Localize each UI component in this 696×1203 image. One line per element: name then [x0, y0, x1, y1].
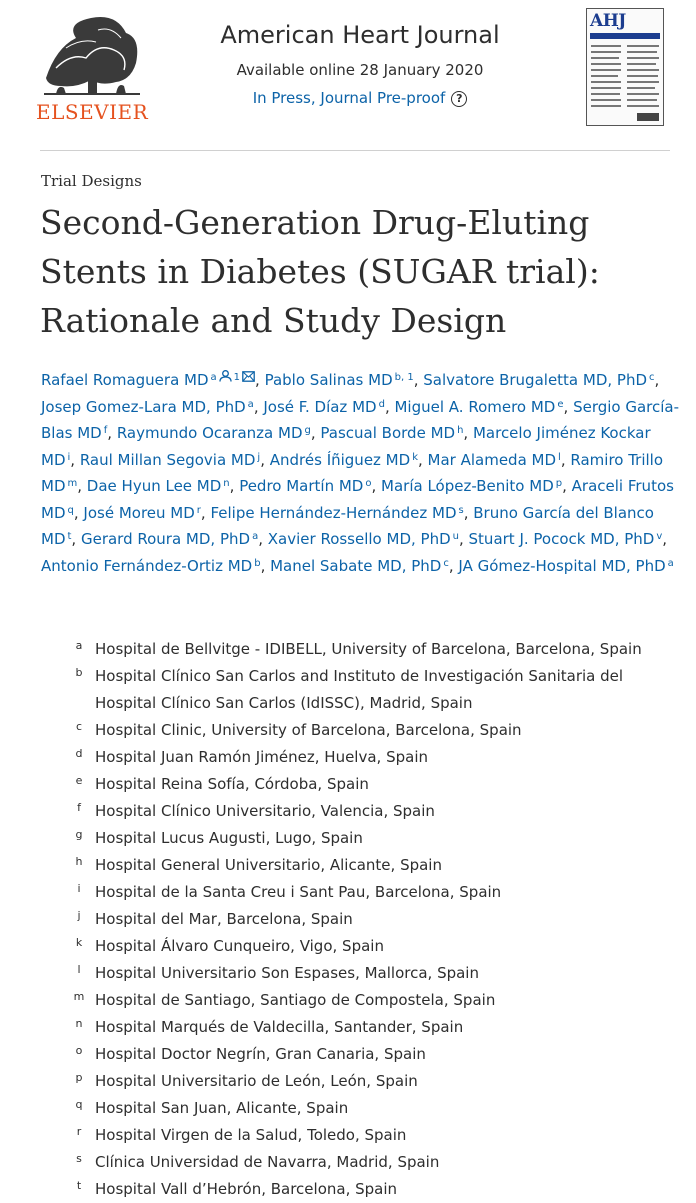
author-separator: ,	[448, 556, 459, 575]
affiliation-item	[40, 744, 680, 771]
author-name[interactable]: José Moreu MD	[83, 503, 195, 522]
affiliation-letter: j	[77, 909, 81, 922]
author-affiliation-ref[interactable]: b, 1	[394, 372, 414, 383]
affiliation-item	[40, 717, 680, 744]
author[interactable]	[81, 530, 258, 548]
author-affiliation-ref[interactable]: u	[452, 531, 459, 542]
affiliation-text: Hospital Universitario Son Espases, Mallorca, Spain	[95, 964, 479, 982]
author[interactable]	[83, 504, 201, 522]
author-affiliation-ref[interactable]: k	[412, 451, 418, 463]
author-separator: ,	[77, 477, 87, 495]
author[interactable]	[41, 557, 261, 575]
author-name[interactable]: Stuart J. Pocock MD, PhD	[468, 530, 655, 548]
author[interactable]	[423, 371, 654, 389]
affiliation-item	[40, 798, 680, 825]
author[interactable]	[469, 530, 663, 548]
author-affiliation-ref[interactable]: a	[210, 372, 217, 383]
affiliation-text: Hospital Clínico Universitario, Valencia, Spain	[95, 802, 435, 820]
author-name[interactable]: Raul Millan Segovia MD	[79, 450, 256, 469]
author-separator: ,	[229, 477, 240, 495]
author-affiliation-ref[interactable]: f	[103, 425, 108, 436]
author-name[interactable]: Manel Sabate MD, PhD	[270, 556, 442, 575]
author[interactable]	[80, 451, 260, 469]
status-link-label[interactable]: In Press, Journal Pre-proof	[252, 89, 446, 107]
affiliation-text: Hospital del Mar, Barcelona, Spain	[95, 910, 353, 928]
author-separator: ,	[260, 450, 270, 469]
author-separator: ,	[73, 503, 84, 522]
affiliation-text: Hospital Marqués de Valdecilla, Santander, Spain	[95, 1018, 464, 1036]
affiliation-item	[40, 933, 680, 960]
affiliation-text: Hospital Álvaro Cunqueiro, Vigo, Spain	[95, 937, 384, 955]
affiliation-text: Hospital Vall d’Hebrón, Barcelona, Spain	[95, 1180, 398, 1198]
author-affiliation-ref[interactable]: r	[196, 504, 201, 516]
affiliation-letter: q	[75, 1098, 83, 1111]
journal-cover-thumbnail[interactable]	[586, 8, 664, 126]
affiliation-list	[40, 636, 680, 1203]
affiliation-letter: n	[75, 1017, 83, 1030]
author[interactable]	[268, 530, 459, 548]
affiliation-item	[40, 1068, 680, 1095]
author-separator: ,	[413, 371, 424, 389]
author-affiliation-ref[interactable]: a	[667, 557, 674, 569]
affiliation-text: Clínica Universidad de Navarra, Madrid, Spain	[95, 1153, 440, 1171]
affiliation-letter: h	[75, 855, 83, 868]
author-separator: ,	[654, 371, 660, 389]
author-affiliation-ref[interactable]: p	[555, 478, 563, 489]
journal-info	[160, 18, 560, 108]
affiliation-item	[40, 852, 680, 879]
author[interactable]	[87, 477, 230, 495]
author-affiliation-ref[interactable]: i	[67, 451, 71, 463]
author-name[interactable]: Dae Hyun Lee MD	[86, 477, 222, 495]
affiliation-text: Hospital de Santiago, Santiago de Compostela, Spain	[95, 991, 496, 1009]
affiliation-letter: i	[77, 882, 81, 895]
author-separator: ,	[417, 450, 428, 469]
author[interactable]	[381, 477, 562, 495]
affiliation-text: Hospital de la Santa Creu i Sant Pau, Barcelona, Spain	[95, 883, 502, 901]
publisher-name[interactable]: ELSEVIER	[36, 100, 149, 124]
availability-date: Available online 28 January 2020	[236, 61, 484, 79]
author-name[interactable]: Pascual Borde MD	[320, 424, 456, 442]
author-affiliation-ref[interactable]: n	[223, 478, 230, 489]
affiliation-letter: r	[76, 1125, 82, 1138]
author-affiliation-ref[interactable]: b	[254, 557, 261, 569]
person-icon[interactable]	[219, 364, 232, 391]
author-list	[41, 364, 681, 579]
affiliation-item	[40, 1149, 680, 1176]
author-name[interactable]: Rafael Romaguera MD	[41, 371, 209, 389]
affiliation-letter: s	[76, 1152, 82, 1165]
author[interactable]	[239, 477, 371, 495]
author-separator: ,	[662, 530, 668, 548]
affiliation-item	[40, 1014, 680, 1041]
author-separator: ,	[200, 503, 211, 522]
help-icon[interactable]: ?	[451, 91, 467, 107]
affiliation-text: Hospital Reina Sofía, Córdoba, Spain	[95, 775, 369, 793]
journal-header	[0, 0, 696, 150]
affiliation-item	[40, 636, 680, 663]
affiliation-text: Hospital Clínico San Carlos and Instituto de Investigación Sanitaria del Hospital Clínico San Carlos (IdISSC), Madrid, Spain	[95, 667, 624, 712]
author-affiliation-ref[interactable]: g	[304, 425, 311, 436]
author-name[interactable]: Marcelo Jiménez Kockar MD	[41, 424, 651, 469]
affiliation-item	[40, 1095, 680, 1122]
author-separator: ,	[371, 477, 382, 495]
author-name[interactable]: Sergio García-Blas MD	[41, 397, 680, 442]
author[interactable]	[265, 371, 414, 389]
author[interactable]	[210, 504, 463, 522]
author-affiliation-ref[interactable]: a	[247, 398, 254, 410]
author-name[interactable]: Josep Gomez-Lara MD, PhD	[41, 397, 246, 416]
affiliation-item	[40, 825, 680, 852]
author-affiliation-ref[interactable]: h	[457, 425, 464, 436]
affiliation-letter: c	[75, 720, 83, 733]
author-name[interactable]: Antonio Fernández-Ortiz MD	[41, 556, 253, 575]
affiliation-item	[40, 879, 680, 906]
affiliation-text: Hospital Virgen de la Salud, Toledo, Spain	[95, 1126, 407, 1144]
author-name[interactable]: JA Gómez-Hospital MD, PhD	[458, 556, 666, 575]
cover-text-lines	[587, 9, 663, 125]
author[interactable]	[270, 451, 418, 469]
article-title: Second-Generation Drug-Eluting Stents in Diabetes (SUGAR trial): Rationale and Study Design	[40, 203, 600, 340]
author-separator: ,	[560, 450, 571, 469]
affiliation-letter: o	[75, 1044, 83, 1057]
author[interactable]	[117, 424, 311, 442]
affiliation-letter: e	[75, 774, 83, 787]
author-separator: ,	[253, 397, 264, 416]
author-affiliation-ref[interactable]: s	[458, 504, 464, 516]
cover-title: AHJ	[590, 11, 626, 31]
mail-icon[interactable]	[242, 364, 255, 391]
author-footnote-ref[interactable]: 1	[233, 372, 241, 383]
author[interactable]	[41, 371, 255, 389]
author-name[interactable]: Gerard Roura MD, PhD	[80, 530, 251, 548]
author[interactable]	[263, 398, 385, 416]
affiliation-text: Hospital Lucus Augusti, Lugo, Spain	[95, 829, 363, 847]
affiliation-text: Hospital Doctor Negrín, Gran Canaria, Spain	[95, 1045, 426, 1063]
author[interactable]	[428, 451, 561, 469]
affiliation-text: Hospital Clinic, University of Barcelona, Barcelona, Spain	[95, 721, 522, 739]
author-name[interactable]: Bruno García del Blanco MD	[41, 503, 654, 548]
author[interactable]	[320, 424, 463, 442]
author-affiliation-ref[interactable]: c	[443, 557, 449, 569]
author[interactable]	[458, 557, 673, 575]
author-separator: ,	[258, 530, 268, 548]
affiliation-text: Hospital Universitario de León, León, Spain	[95, 1072, 418, 1090]
author-affiliation-ref[interactable]: l	[558, 451, 561, 463]
status-link[interactable]	[160, 88, 560, 108]
author-affiliation-ref[interactable]: v	[656, 531, 663, 542]
author-separator: ,	[562, 477, 572, 495]
affiliation-item	[40, 1041, 680, 1068]
author-separator: ,	[255, 371, 265, 389]
author-separator: ,	[463, 424, 473, 442]
author-affiliation-ref[interactable]: t	[67, 531, 72, 542]
author-affiliation-ref[interactable]: a	[252, 531, 259, 542]
author-name[interactable]: Salvatore Brugaletta MD, PhD	[423, 371, 648, 389]
affiliation-letter: m	[73, 990, 85, 1003]
author-name[interactable]: Araceli Frutos MD	[41, 477, 674, 522]
journal-title[interactable]: American Heart Journal	[220, 21, 500, 49]
author-separator: ,	[563, 397, 574, 416]
author-separator: ,	[107, 424, 117, 442]
affiliation-letter: p	[75, 1071, 83, 1084]
affiliation-letter: b	[75, 666, 83, 679]
affiliation-text: Hospital General Universitario, Alicante, Spain	[95, 856, 442, 874]
article-type: Trial Designs	[41, 172, 142, 190]
author-name[interactable]: Xavier Rossello MD, PhD	[267, 530, 451, 548]
affiliation-text: Hospital de Bellvitge - IDIBELL, University of Barcelona, Barcelona, Spain	[95, 640, 642, 658]
author-affiliation-ref[interactable]: o	[365, 478, 372, 489]
author-name[interactable]: Mar Alameda MD	[427, 450, 557, 469]
author-name[interactable]: Raymundo Ocaranza MD	[116, 424, 303, 442]
affiliation-letter: t	[76, 1179, 82, 1192]
affiliation-text: Hospital San Juan, Alicante, Spain	[95, 1099, 349, 1117]
affiliation-item	[40, 1176, 680, 1203]
author-affiliation-ref[interactable]: j	[257, 451, 261, 463]
affiliation-text: Hospital Juan Ramón Jiménez, Huelva, Spain	[95, 748, 428, 766]
author-separator: ,	[260, 556, 271, 575]
affiliation-item	[40, 663, 680, 717]
author-separator: ,	[70, 450, 80, 469]
author[interactable]	[394, 398, 563, 416]
author-affiliation-ref[interactable]: m	[67, 478, 78, 489]
author-affiliation-ref[interactable]: q	[67, 504, 74, 516]
affiliation-letter: a	[75, 639, 83, 652]
affiliation-item	[40, 771, 680, 798]
author-name[interactable]: Andrés Íñiguez MD	[269, 450, 411, 469]
author-affiliation-ref[interactable]: d	[378, 398, 385, 410]
affiliation-letter: d	[75, 747, 83, 760]
author-name[interactable]: María López-Benito MD	[381, 477, 554, 495]
author-affiliation-ref[interactable]: e	[557, 398, 564, 410]
author-affiliation-ref[interactable]: c	[649, 372, 655, 383]
affiliation-item	[40, 960, 680, 987]
affiliation-letter: l	[77, 963, 81, 976]
affiliation-letter: f	[77, 801, 81, 814]
affiliation-item	[40, 1122, 680, 1149]
author[interactable]	[270, 557, 449, 575]
affiliation-letter: k	[75, 936, 83, 949]
author-name[interactable]: Felipe Hernández-Hernández MD	[210, 503, 457, 522]
affiliation-item	[40, 987, 680, 1014]
author-separator: ,	[458, 530, 469, 548]
author-separator: ,	[71, 530, 81, 548]
header-divider	[40, 150, 670, 151]
affiliation-letter: g	[75, 828, 83, 841]
author[interactable]	[41, 398, 254, 416]
affiliation-item	[40, 906, 680, 933]
author-name[interactable]: Pedro Martín MD	[239, 477, 364, 495]
author-name[interactable]: Ramiro Trillo MD	[41, 450, 664, 495]
author-name[interactable]: Pablo Salinas MD	[264, 371, 393, 389]
author-name[interactable]: José F. Díaz MD	[263, 397, 377, 416]
author-name[interactable]: Miguel A. Romero MD	[394, 397, 556, 416]
author-separator: ,	[310, 424, 321, 442]
author-separator: ,	[384, 397, 395, 416]
author-separator: ,	[463, 503, 474, 522]
